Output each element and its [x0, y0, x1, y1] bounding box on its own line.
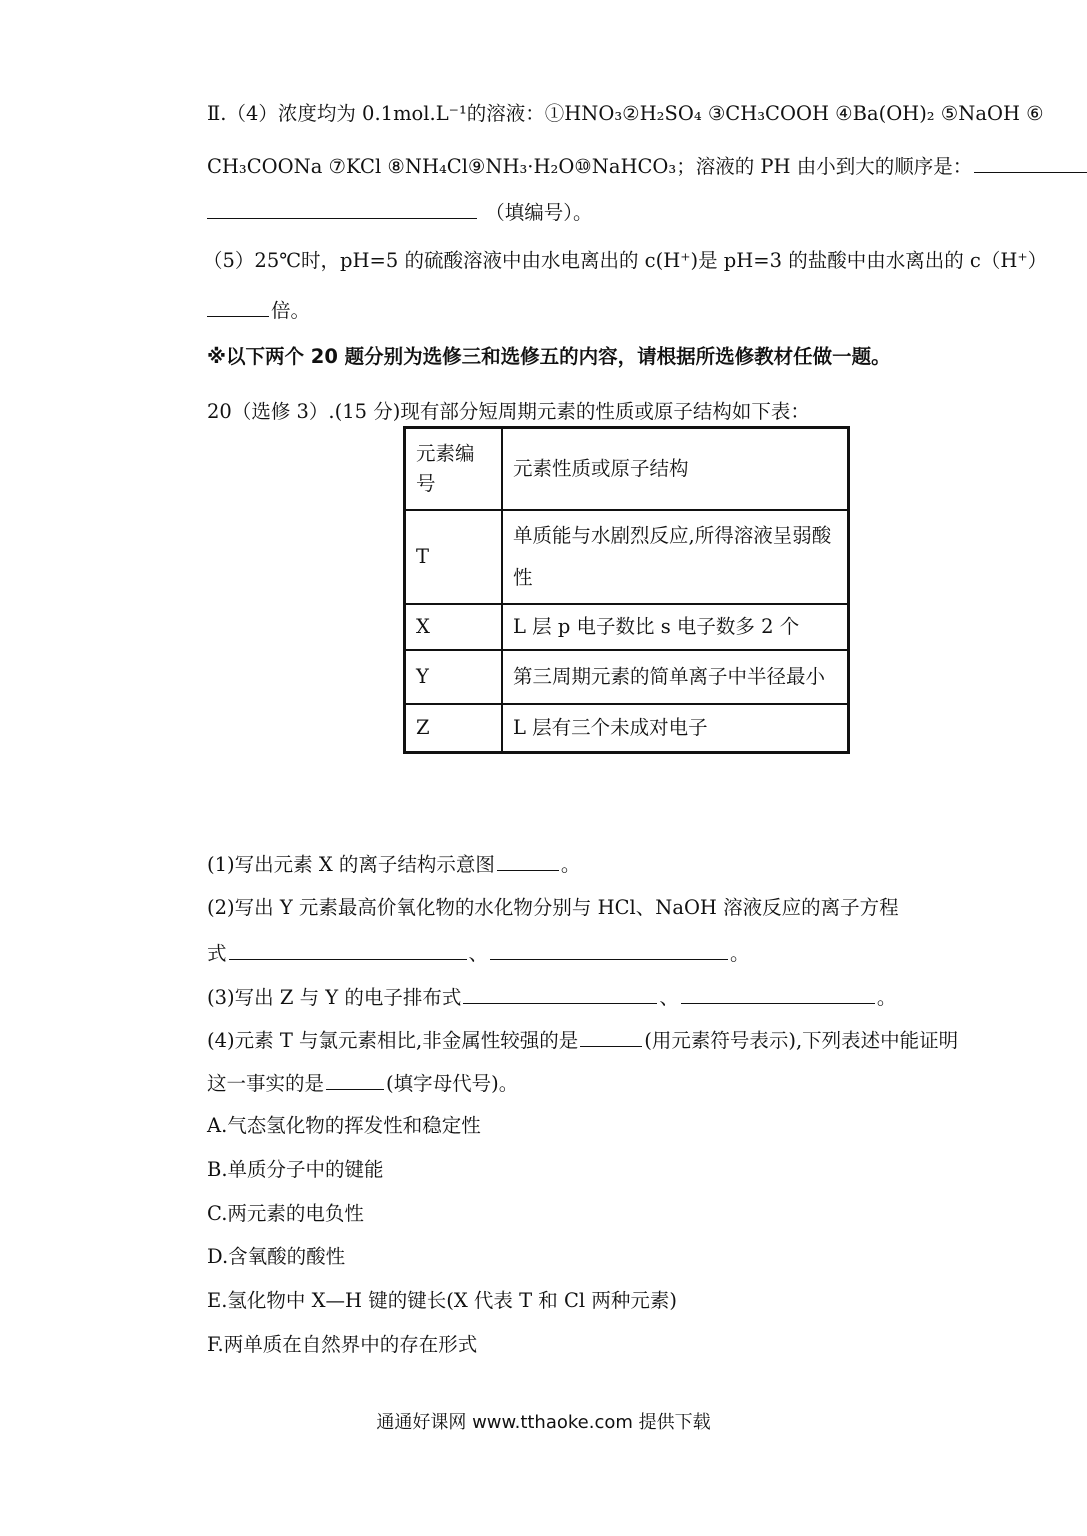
- table-row: [405, 650, 849, 704]
- table-cell: 单质能与水剧烈反应,所得溶液呈弱酸性: [502, 510, 849, 604]
- answer-blank: [207, 296, 269, 317]
- q4-line2-text: CH₃COONa ⑦KCl ⑧NH₄Cl⑨NH₃·H₂O⑩NaHCO₃；溶液的 PH 由小到大的顺序是：: [207, 155, 973, 178]
- q5-line2: [207, 296, 1047, 325]
- answer-blank: [681, 983, 875, 1004]
- option-f: F.两单质在自然界中的存在形式: [207, 1333, 478, 1356]
- answer-blank: [207, 198, 477, 219]
- table-header-cell: 元素编号: [405, 428, 503, 511]
- q20-intro: 20（选修 3）.(15 分)现有部分短周期元素的性质或原子结构如下表：: [207, 400, 810, 423]
- element-properties-table: [403, 426, 850, 754]
- notice: ※以下两个 20 题分别为选修三和选修五的内容，请根据所选修教材任做一题。: [207, 345, 891, 368]
- q4-line3: [207, 198, 1047, 227]
- q20-sub4-text-a: (4)元素 T 与氯元素相比,非金属性较强的是: [207, 1029, 579, 1052]
- q20-sub4-text-d: (填字母代号)。: [386, 1072, 519, 1095]
- answer-blank: [490, 939, 728, 960]
- option-d: D.含氧酸的酸性: [207, 1245, 346, 1268]
- q20-sub3-text: (3)写出 Z 与 Y 的电子排布式: [207, 986, 462, 1009]
- option-b: B.单质分子中的键能: [207, 1158, 384, 1181]
- table-row: [405, 604, 849, 650]
- table-cell: Y: [405, 650, 503, 704]
- option-e: E.氢化物中 X—H 键的键长(X 代表 T 和 Cl 两种元素): [207, 1289, 677, 1312]
- q4-line1: Ⅱ.（4）浓度均为 0.1mol.L⁻¹的溶液：①HNO₃②H₂SO₄ ③CH₃COOH ④Ba(OH)₂ ⑤NaOH ⑥: [207, 102, 1044, 125]
- answer-blank: [497, 850, 559, 871]
- separator: 、: [659, 986, 679, 1009]
- period: 。: [730, 942, 750, 965]
- answer-blank: [580, 1026, 642, 1047]
- table-cell: T: [405, 510, 503, 604]
- separator: 、: [468, 942, 489, 965]
- q20-sub3: [207, 983, 1047, 1012]
- q20-sub1-text: (1)写出元素 X 的离子结构示意图: [207, 853, 495, 876]
- table-cell: X: [405, 604, 503, 650]
- table-cell: L 层 p 电子数比 s 电子数多 2 个: [502, 604, 849, 650]
- table-cell: Z: [405, 704, 503, 753]
- q20-sub4-text-b: (用元素符号表示),下列表述中能证明: [644, 1029, 959, 1052]
- answer-blank: [463, 983, 657, 1004]
- option-c: C.两元素的电负性: [207, 1202, 364, 1225]
- table-header-row: [405, 428, 849, 511]
- q20-sub4-line2: [207, 1069, 1047, 1098]
- q20-sub2-line2: [207, 939, 1047, 968]
- option-a: A.气态氢化物的挥发性和稳定性: [207, 1114, 481, 1137]
- q20-sub2-prefix: 式: [207, 942, 227, 965]
- q20-sub1: [207, 850, 1047, 879]
- q20-sub2-line1: (2)写出 Y 元素最高价氧化物的水化物分别与 HCl、NaOH 溶液反应的离子方程: [207, 896, 899, 919]
- table-cell: 第三周期元素的简单离子中半径最小: [502, 650, 849, 704]
- answer-blank: [326, 1069, 384, 1090]
- footer-source: 通通好课网 www.tthaoke.com 提供下载: [376, 1412, 711, 1433]
- q20-sub4-text-c: 这一事实的是: [207, 1072, 325, 1095]
- q4-line3-suffix: （填编号）。: [485, 201, 593, 224]
- q5-line2-suffix: 倍。: [271, 299, 311, 322]
- period: 。: [876, 986, 897, 1009]
- q5-line1: （5）25℃时，pH=5 的硫酸溶液中由水电离出的 c(H⁺)是 pH=3 的盐酸中由水离出的 c（H⁺）: [203, 249, 1048, 272]
- q4-line2: [207, 152, 1047, 181]
- table-row: [405, 704, 849, 753]
- answer-blank: [974, 152, 1087, 173]
- table-header-cell: 元素性质或原子结构: [502, 428, 849, 511]
- answer-blank: [229, 939, 467, 960]
- q20-sub4-line1: [207, 1026, 1047, 1055]
- table-cell: L 层有三个未成对电子: [502, 704, 849, 753]
- period: 。: [560, 853, 581, 876]
- table-row: [405, 510, 849, 604]
